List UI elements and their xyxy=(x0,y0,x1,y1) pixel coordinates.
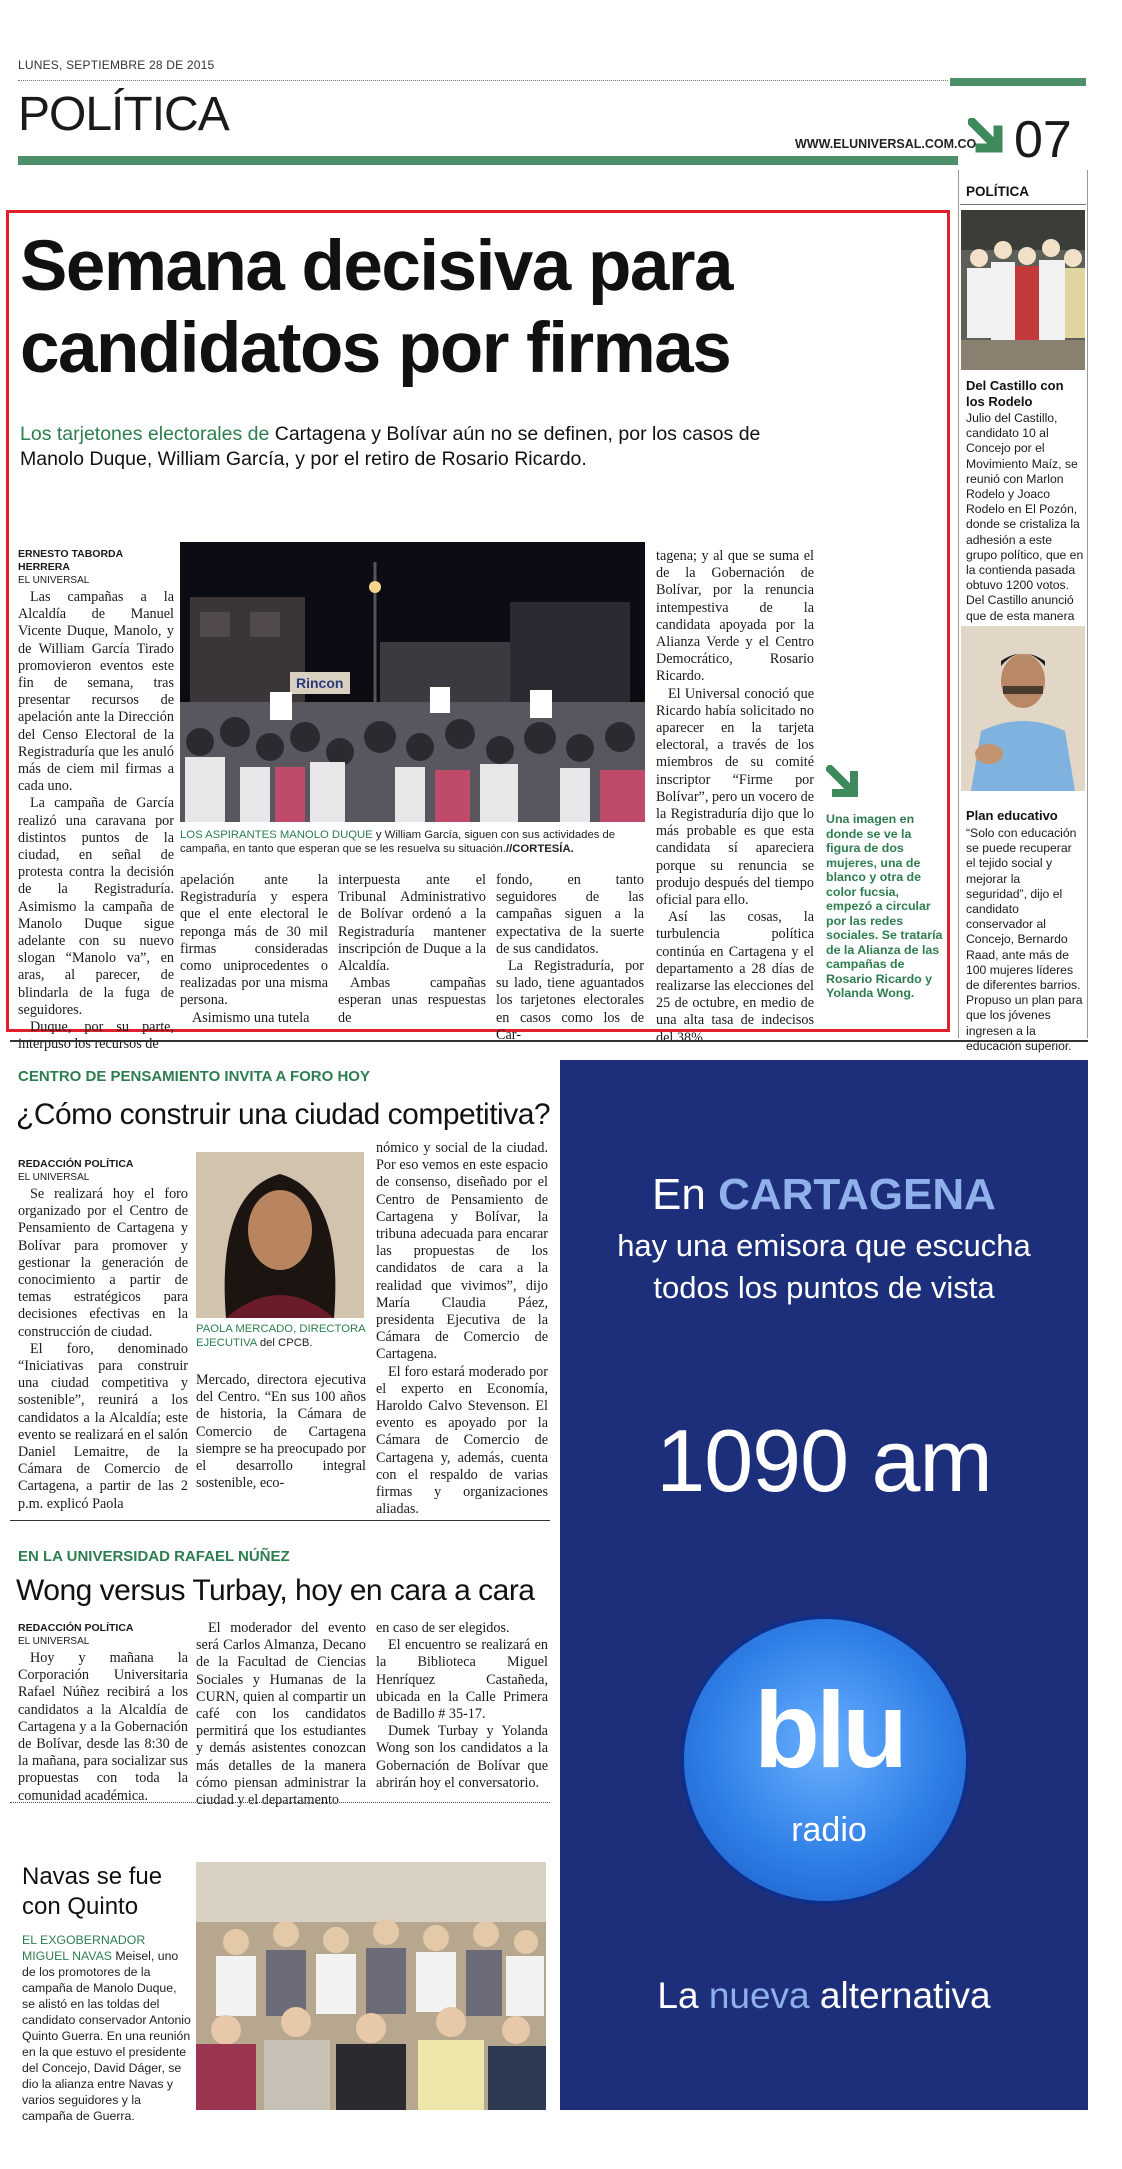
story3-kicker: EN LA UNIVERSIDAD RAFAEL NÚÑEZ xyxy=(18,1548,290,1565)
page-date: LUNES, SEPTIEMBRE 28 DE 2015 xyxy=(18,58,215,72)
ad-frequency: 1090 am xyxy=(656,1411,992,1510)
paragraph: nómico y social de la ciudad. Por eso vemos en este espacio de consenso, diseñado por el Centro de Pensamiento de Cartagena y Bolívar, la tribuna adecuada para encarar las propuestas de los candidatos de cara a la realidad que vivimos”, dijo María Claudia Páez, presidenta Ejecutiva de la Cámara de Comercio de Cartagena. xyxy=(376,1140,548,1363)
arrow-icon xyxy=(968,118,1010,160)
story4-lead: EL EXGOBERNADOR MIGUEL NAVAS xyxy=(22,1933,146,1963)
paragraph: fondo, en tanto seguidores de las campañas siguen a la expectativa de la suerte de sus candidatos. xyxy=(496,872,644,957)
section-title: POLÍTICA xyxy=(18,88,229,141)
story4-body xyxy=(22,1932,192,2124)
sidenote-text: Una imagen en donde se ve la figura de dos mujeres, una de blanco y otra de color fucsia, empezó a circular por las redes sociales. Se trataría de la Alianza de las campañas de Rosario Ricardo y Yolanda Wong. xyxy=(826,812,943,1000)
sidebar-photo-portrait xyxy=(961,626,1085,791)
main-col5 xyxy=(656,548,814,1047)
headline-line1: Semana decisiva para xyxy=(20,227,732,306)
main-col2 xyxy=(180,872,328,1027)
paragraph: La campaña de García realizó una caravana por distintos puntos de la ciudad, en señal de protesta contra la decisión de la Registraduría. Asimismo la campaña de Manolo Duque sigue adelante con su nuevo slogan “Manolo va”, en aras, al parecer, de blindarla de la fuga de seguidores. xyxy=(18,795,174,1018)
ad-city: CARTAGENA xyxy=(718,1170,996,1219)
ad-line3: todos los puntos de vista xyxy=(653,1270,995,1305)
story2-separator xyxy=(10,1520,550,1521)
header-dotted-rule xyxy=(18,80,948,81)
story3-col2 xyxy=(196,1620,366,1809)
sidebar-photo-group xyxy=(961,210,1085,370)
paragraph: Mercado, directora ejecutiva del Centro. “En sus 100 años de historia, la Cámara de Comercio de Cartagena siempre se ha preocupado por el desarrollo integral sostenible, eco- xyxy=(196,1372,366,1492)
sidebar-item1-body xyxy=(966,411,1084,654)
paragraph: Así las cosas, la turbulencia política continúa en Cartagena y el departamento a 28 días de realizarse las elecciones del 25 de octubre, en medio de una alta tasa de indecisos del 38%. xyxy=(656,909,814,1046)
story4-headline: Navas se fue con Quinto xyxy=(22,1863,163,1920)
paragraph: Se realizará hoy el foro organizado por el Centro de Pensamiento de Cartagena y Bolívar para promover y gestionar la generación de conocimiento a partir de temas estratégicos para decisiones efectivas en la construcción de ciudad. xyxy=(18,1186,188,1340)
blu-radio-logo xyxy=(680,1615,970,1905)
deck-lead: Los tarjetones electorales de xyxy=(20,423,275,445)
main-col3 xyxy=(338,872,486,1027)
byline-author: ERNESTO TABORDA HERRERA xyxy=(18,548,123,573)
paragraph: El Universal conoció que Ricardo había solicitado no aparecer en la tarjeta electoral, a través de los miembros de su comité inscriptor “Firme por Bolívar”, pero un vocero de la Registraduría dijo que lo más probable es que esta candidata sí apareciera porque su renuncia se produjo después del tiempo oficial para ello. xyxy=(656,685,814,909)
paragraph: interpuesta ante el Tribunal Administrativo de Bolívar ordenó a la Registraduría mantener inscripción de Duque a la Alcaldía. xyxy=(338,872,486,975)
main-col1 xyxy=(18,548,174,1053)
page-number: 07 xyxy=(1014,111,1072,169)
story2-caption xyxy=(196,1322,366,1350)
sidebar-rule xyxy=(960,204,1086,205)
story2-kicker: CENTRO DE PENSAMIENTO INVITA A FORO HOY xyxy=(18,1068,370,1085)
caption-credit: //CORTESÍA. xyxy=(505,843,574,855)
story2-col3 xyxy=(376,1140,548,1518)
tagline-b: nueva xyxy=(708,1975,810,2016)
sidebar-section-title: POLÍTICA xyxy=(966,184,1029,199)
deck-rest: Cartagena y Bolívar aún no se definen, por los casos de Manolo Duque, William García, y por el retiro de Rosario Ricardo. xyxy=(20,423,761,470)
sidebar-item2-body xyxy=(966,826,1084,1054)
story3-separator xyxy=(10,1802,550,1803)
campaign-rally-photo xyxy=(180,542,645,822)
paragraph: Asimismo una tutela xyxy=(192,1009,310,1026)
paragraph: El moderador del evento será Carlos Almanza, Decano de la Facultad de Ciencias Sociales y Humanas de la CURN, quien al compartir un café con los candidatos permitirá que los estudiantes y demás asistentes conozcan más detalles de la manera cómo piensan administrar la ciudad y el departamento xyxy=(196,1620,366,1809)
sidebar-paragraph: Julio del Castillo, candidato 10 al Concejo por el Movimiento Maíz, se reunió con Marlon Rodelo y Joaco Rodelo en El Pozón, donde se cristaliza la adhesión a este grupo político, que en la contienda pasada obtuvo 1200 votos. Del Castillo anunció que de esta manera xyxy=(966,411,1084,623)
paragraph: El foro, denominado “Iniciativas para construir una ciudad competitiva y sostenible”, reunirá a los candidatos a la Alcaldía; este evento se realizará en el salón Daniel Lemaitre, de la Cámara de Comercio de Cartagena, a partir de las 2 p.m. explicó Paola xyxy=(18,1340,188,1512)
ad-tagline xyxy=(560,1975,1088,2017)
story2-portrait-photo xyxy=(196,1152,364,1318)
paragraph: Hoy y mañana la Corporación Universitaria Rafael Núñez recibirá a los candidatos a la Alcaldía de Cartagena y a la Gobernación de Bolívar, desde las 8:30 de la mañana, para socializar sus propuestas con toda la comunidad académica. xyxy=(18,1650,188,1804)
tagline-c: alternativa xyxy=(809,1975,991,2016)
header-rule-green xyxy=(950,78,1086,86)
logo-sub: radio xyxy=(791,1811,867,1849)
ad-line2: hay una emisora que escucha xyxy=(617,1228,1031,1263)
paragraph: La Registraduría, por su lado, tiene aguantados los tarjetones electorales en casos como los de Car- xyxy=(496,958,644,1043)
photo-sign-text: Rincon xyxy=(296,675,344,691)
paragraph: Duque, por su parte, interpuso los recursos de xyxy=(18,1019,174,1053)
section-separator xyxy=(10,1040,1088,1042)
header-rule-green-long xyxy=(18,156,958,165)
byline-outlet: EL UNIVERSAL xyxy=(18,575,90,586)
website-url[interactable]: WWW.ELUNIVERSAL.COM.CO xyxy=(795,137,977,151)
paragraph: en caso de ser elegidos. xyxy=(376,1620,510,1636)
paragraph: El foro estará moderado por el experto en Economía, Haroldo Calvo Stevenson. El evento es apoyado por la Cámara de Comercio de Cartagena y, además, cuenta con el respaldo de varias firmas y organizaciones aliadas. xyxy=(376,1363,548,1518)
story2-headline: ¿Cómo construir una ciudad competitiva? xyxy=(16,1098,551,1131)
paragraph: Ambas campañas esperan unas respuestas de xyxy=(338,975,486,1026)
story2-byline-author: REDACCIÓN POLÍTICA xyxy=(18,1158,134,1170)
main-col4 xyxy=(496,872,644,1044)
story2-byline-outlet: EL UNIVERSAL xyxy=(18,1172,90,1183)
story4-text: Meisel, uno de los promotores de la campaña de Manolo Duque, se alistó en las toldas del candidato conservador Antonio Quinto Guerra. En una reunión en la que estuvo el presidente del Concejo, David Dáger, se dio la alianza entre Navas y varios seguidores y la campaña de Guerra. xyxy=(22,1949,191,2123)
main-photo-caption xyxy=(180,828,650,856)
paragraph: tagena; y al que se suma el de la Gobernación de Bolívar, por la renuncia intempestiva de la candidata apoyada por la Alianza Verde y el Centro Democrático, Rosario Ricardo. xyxy=(656,548,814,685)
story3-col1 xyxy=(18,1622,188,1805)
story3-headline: Wong versus Turbay, hoy en cara a cara xyxy=(16,1574,535,1607)
story3-col3 xyxy=(376,1620,548,1792)
story2-col2 xyxy=(196,1372,366,1492)
sidebar-paragraph: “Solo con educación se puede recuperar el tejido social y mejorar la seguridad”, dijo el candidato conservador al Concejo, Bernardo Raad, ante más de 100 mujeres líderes de diferentes barrios. Propuso un plan para que los jóvenes ingresen a la educación superior. xyxy=(966,826,1083,1053)
radio-advertisement[interactable] xyxy=(560,1060,1088,2110)
main-deck xyxy=(20,422,820,472)
headline-line2: candidatos por firmas xyxy=(20,309,731,388)
story3-byline-outlet: EL UNIVERSAL xyxy=(18,1636,90,1647)
main-headline xyxy=(20,226,732,390)
story3-byline-author: REDACCIÓN POLÍTICA xyxy=(18,1622,134,1634)
caption-lead: PAOLA MERCADO, DIRECTORA EJECUTIVA xyxy=(196,1323,366,1349)
sidenote-arrow-icon xyxy=(826,765,866,805)
ad-line1 xyxy=(560,1170,1088,1220)
sidebar-item1-title: Del Castillo con los Rodelo xyxy=(966,378,1064,409)
logo-word: blu xyxy=(754,1669,904,1790)
tagline-a: La xyxy=(657,1975,709,2016)
caption-rest: y William García, siguen con sus actividades de campaña, en tanto que esperan que se les resuelva su situación. xyxy=(180,829,616,855)
paragraph: Dumek Turbay y Yolanda Wong son los candidatos a la Gobernación de Bolívar que abrirán hoy el conversatorio. xyxy=(376,1723,548,1791)
paragraph: El encuentro se realizará en la Biblioteca Miguel Henríquez Castañeda, ubicada en la Calle Primera de Badillo # 35-17. xyxy=(376,1637,548,1723)
caption-lead: LOS ASPIRANTES MANOLO DUQUE xyxy=(180,829,373,841)
story2-col1 xyxy=(18,1158,188,1513)
story4-group-photo xyxy=(196,1862,546,2110)
ad-line1-a: En xyxy=(652,1170,719,1219)
paragraph: Las campañas a la Alcaldía de Manuel Vicente Duque, Manolo, y de William García Tirado promovieron eventos este fin de semana, tras presentar recursos de apelación ante la Dirección del Censo Electoral de la Registraduría que les anuló más de ciem mil firmas a cada uno. xyxy=(18,589,174,795)
caption-rest: del CPCB. xyxy=(256,1337,313,1349)
paragraph: apelación ante la Registraduría y espera que el ente electoral le reponga más de 30 mil firmas consideradas como uniprocedentes o realizadas por una misma persona. xyxy=(180,872,328,1009)
sidebar-item2-title: Plan educativo xyxy=(966,808,1058,823)
